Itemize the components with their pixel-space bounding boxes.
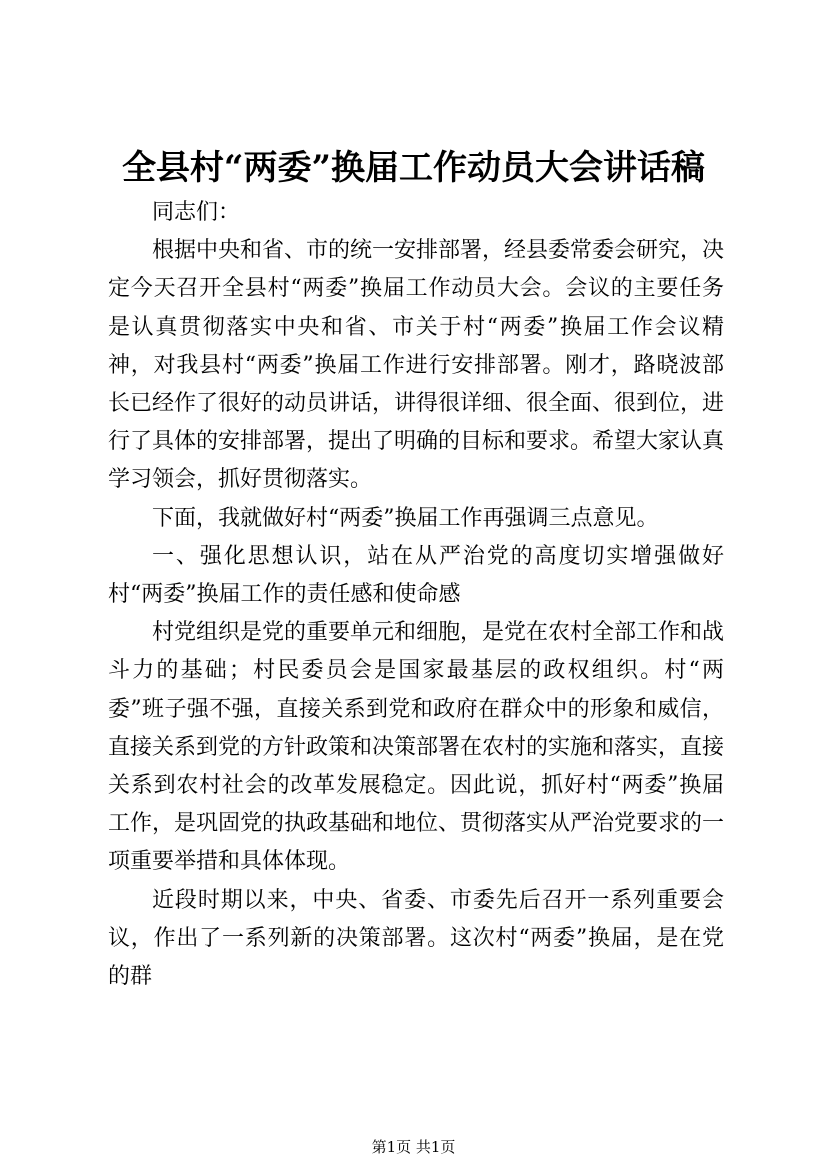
paragraph: 村党组织是党的重要单元和细胞，是党在农村全部工作和战斗力的基础；村民委员会是国家最基层的政权组织。村“两委”班子强不强，直接关系到党和政府在群众中的形象和威信，直接关系到党的方针政策和决策部署在农村的实施和落实，直接关系到农村社会的改革发展稳定。因此说，抓好村“两委”换届工作，是巩固党的执政基础和地位、贯彻落实从严治党要求的一项重要举措和具体体现。 [108, 620, 725, 875]
document-title: 全县村“两委”换届工作动员大会讲话稿 [121, 148, 706, 188]
paragraph: 近段时期以来，中央、省委、市委先后召开一系列重要会议，作出了一系列新的决策部署。这次村“两委”换届，是在党的群 [108, 887, 724, 990]
paragraph-salutation: 同志们： [152, 200, 241, 225]
document-body [108, 194, 724, 996]
paragraph: 根据中央和省、市的统一安排部署，经县委常委会研究，决定今天召开全县村“两委”换届工作动员大会。会议的主要任务是认真贯彻落实中央和省、市关于村“两委”换届工作会议精神，对我县村“两委”换届工作进行安排部署。刚才，路晓波部长已经作了很好的动员讲话，讲得很详细、很全面、很到位，进行了具体的安排部署，提出了明确的目标和要求。希望大家认真学习领会，抓好贯彻落实。 [108, 238, 725, 493]
page-number-footer: 第1页 共1页 [371, 1138, 456, 1156]
paragraph: 下面，我就做好村“两委”换届工作再强调三点意见。 [152, 505, 659, 531]
section-heading: 一、强化思想认识，站在从严治党的高度切实增强做好村“两委”换届工作的责任感和使命感 [108, 543, 724, 608]
